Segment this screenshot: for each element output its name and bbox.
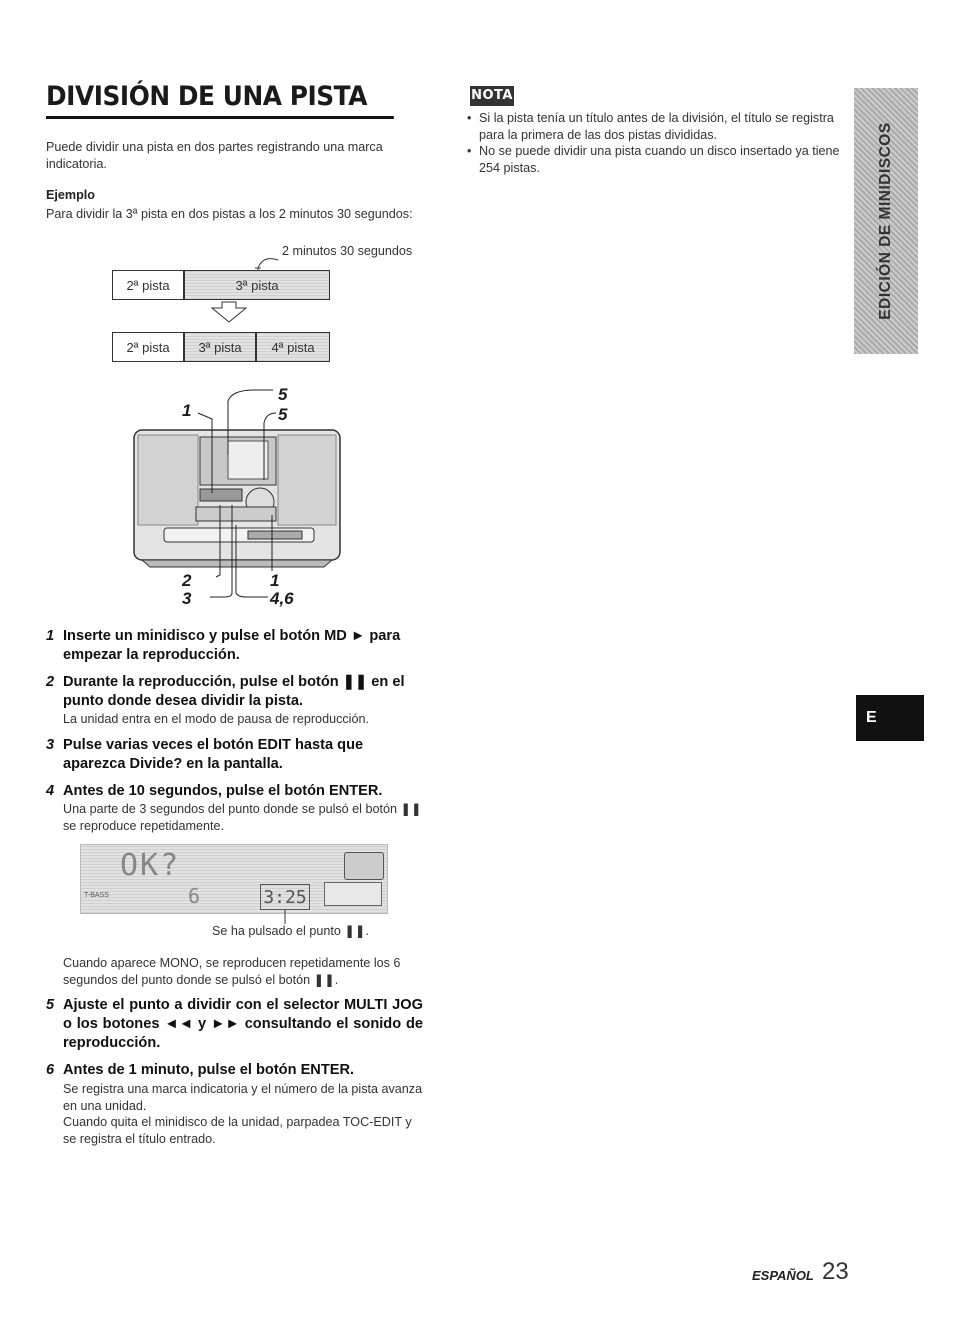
callout-1-top: 1 — [182, 401, 192, 420]
marker-label: 2 minutos 30 segundos — [282, 244, 413, 258]
callout-5-a: 5 — [278, 385, 288, 404]
display-caption: Se ha pulsado el punto ❚❚. — [212, 924, 369, 938]
nota-badge: NOTA — [470, 86, 514, 106]
step-6-body: Se registra una marca indicatoria y el número de la pista avanza en una unidad. — [63, 1082, 423, 1113]
callout-3: 3 — [182, 589, 192, 608]
footer-language: ESPAÑOL — [752, 1268, 814, 1283]
lcd-ok-text: OK? — [120, 848, 181, 883]
caption-pointer — [80, 844, 388, 934]
nota-list — [467, 110, 849, 176]
step-2-number: 2 — [46, 674, 55, 690]
step-4-number: 4 — [46, 783, 55, 799]
callout-5-b: 5 — [278, 405, 288, 424]
stereo-drawing — [128, 385, 348, 610]
step-6-title: Antes de 1 minuto, pulse el botón ENTER. — [63, 1062, 355, 1078]
page-number: 23 — [822, 1258, 849, 1285]
before-track-2: 2ª pista — [112, 270, 184, 300]
step-5-title: Ajuste el punto a dividir con el selector MULTI JOG o los botones ◄◄ y ►► consultando el sonido de reproducción. — [63, 997, 423, 1051]
step-4 — [46, 782, 423, 801]
track-diagram — [100, 240, 430, 370]
nota-item: • No se puede dividir una pista cuando un disco insertado ya tiene 254 pistas. — [467, 143, 849, 176]
nota-item: • Si la pista tenía un título antes de la división, el título se registra para la primera de las dos pistas divididas. — [467, 110, 849, 143]
after-track-4: 4ª pista — [256, 332, 330, 362]
section-side-tab — [854, 88, 918, 354]
step-1-title: Inserte un minidisco y pulse el botón MD ► para empezar la reproducción. — [63, 628, 401, 663]
step-1-number: 1 — [46, 628, 55, 644]
lcd-display — [80, 844, 388, 914]
example-heading: Ejemplo — [46, 188, 95, 202]
side-tab-label: EDICIÓN DE MINIDISCOS — [877, 122, 894, 320]
step-5 — [46, 996, 423, 1053]
device-illustration — [128, 385, 348, 610]
step-4-body: Una parte de 3 segundos del punto donde se pulsó el botón ❚❚ se reproduce repetidamente. — [63, 802, 422, 833]
step-1 — [46, 627, 423, 665]
step-6-body-2: Cuando quita el minidisco de la unidad, parpadea TOC-EDIT y se registra el título entrado. — [63, 1115, 412, 1146]
lcd-track: 6 — [188, 884, 201, 908]
step-3-title: Pulse varias veces el botón EDIT hasta que aparezca Divide? en la pantalla. — [63, 737, 364, 772]
before-track-3: 3ª pista — [184, 270, 330, 300]
language-tab: E — [856, 695, 924, 741]
intro-text: Puede dividir una pista en dos partes registrando una marca indicatoria. — [46, 140, 383, 171]
callout-4-6: 4,6 — [270, 589, 294, 608]
page-title: DIVISIÓN DE UNA PISTA — [46, 80, 394, 119]
step-6 — [46, 1061, 423, 1080]
mono-note: Cuando aparece MONO, se reproducen repetidamente los 6 segundos del punto donde se pulsó el botón ❚❚. — [63, 956, 401, 987]
callout-2: 2 — [182, 571, 192, 590]
lcd-time: 3:25 — [260, 884, 310, 910]
after-track-3: 3ª pista — [184, 332, 256, 362]
after-track-2: 2ª pista — [112, 332, 184, 362]
step-3 — [46, 736, 423, 774]
step-2-body: La unidad entra en el modo de pausa de reproducción. — [63, 712, 369, 726]
example-text: Para dividir la 3ª pista en dos pistas a los 2 minutos 30 segundos: — [46, 207, 413, 221]
step-4-title: Antes de 10 segundos, pulse el botón ENTER. — [63, 783, 383, 799]
step-5-number: 5 — [46, 997, 55, 1013]
step-3-number: 3 — [46, 737, 55, 753]
step-6-number: 6 — [46, 1062, 55, 1078]
lcd-bass-label: T-BASS — [84, 892, 109, 899]
step-2-title: Durante la reproducción, pulse el botón ❚❚ en el punto donde desea dividir la pista. — [63, 674, 405, 709]
callout-1-bottom: 1 — [270, 571, 280, 590]
step-2 — [46, 673, 423, 711]
